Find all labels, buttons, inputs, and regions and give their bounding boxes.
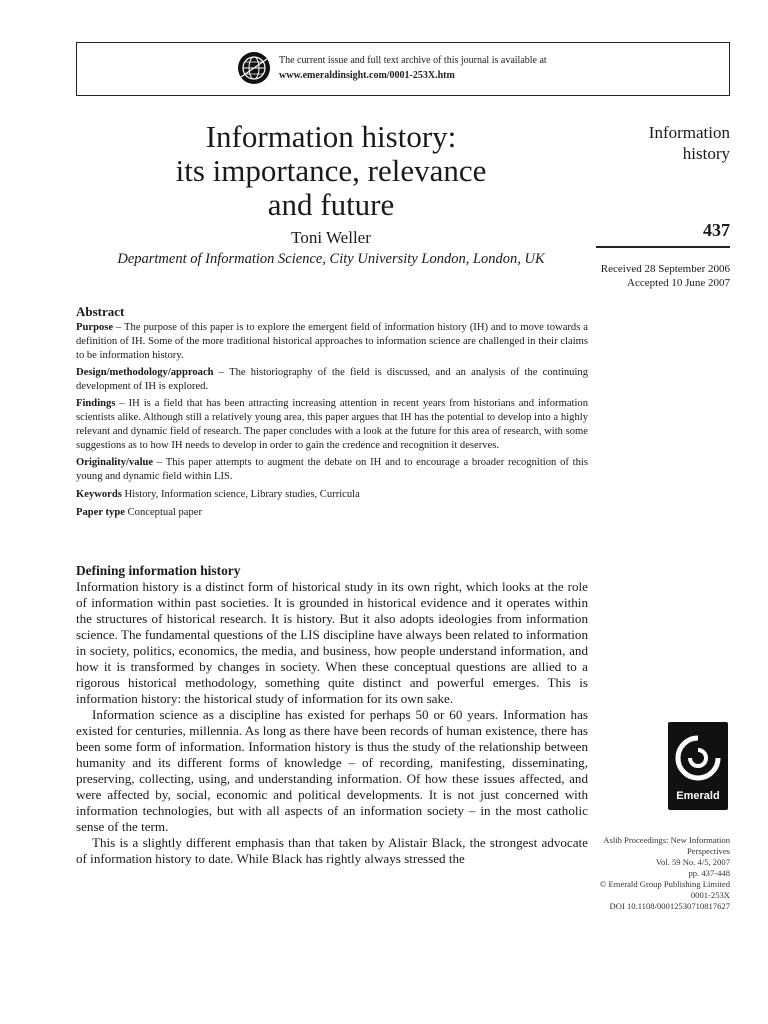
originality-label: Originality/value — [76, 457, 154, 468]
journal-info-line: © Emerald Group Publishing Limited — [599, 879, 730, 889]
accepted-date: Accepted 10 June 2007 — [627, 277, 730, 289]
title-line-1: Information history: — [205, 119, 457, 154]
body-paragraph-1: Information history is a distinct form of historical study in its own right, which looks at the role of information within past societies. It is grounded in historical evidence and it operates within the structures of historical research. It is history. But it also adopts ideologies from information science. The fundamental questions of the LIS discipline have always been related to information in society, politics, economics, the media, and business, how people understand information, and how it is transformed by changes in society. When these conceptual questions are allied to a rigorous historical methodology, something quite distinct and powerful emerges. This is information history: the historical study of information for its own sake. — [76, 579, 588, 706]
abstract-design — [76, 366, 588, 394]
journal-info — [560, 835, 730, 912]
journal-info-line: 0001-253X — [690, 890, 730, 900]
globe-icon — [237, 51, 271, 85]
journal-url-link[interactable]: www.emeraldinsight.com/0001-253X.htm — [279, 70, 455, 81]
title-line-2: its importance, relevance — [175, 153, 487, 188]
abstract-keywords — [76, 488, 588, 502]
findings-label: Findings — [76, 398, 116, 409]
title-line-3: and future — [267, 187, 395, 222]
journal-availability-banner — [76, 42, 730, 96]
margin-divider — [596, 246, 730, 248]
banner-line: The current issue and full text archive of this journal is available at — [279, 55, 547, 66]
journal-info-line: Aslib Proceedings: New Information — [603, 835, 730, 845]
journal-info-line: pp. 437-448 — [688, 868, 730, 878]
body-paragraph-3: This is a slightly different emphasis than that taken by Alistair Black, the strongest advocate of information history to date. While Black has rightly always stressed the — [76, 835, 588, 866]
abstract-heading: Abstract — [76, 304, 125, 319]
purpose-text: – The purpose of this paper is to explore the emergent field of information history (IH) and to move towards a definition of IH. Some of the more traditional historical approaches to information science are challenged in their claims to be information history. — [76, 322, 588, 361]
purpose-label: Purpose — [76, 322, 114, 333]
author-name: Toni Weller — [291, 228, 371, 247]
design-text: – The historiography of the field is discussed, and an analysis of the continuing development of IH is explored. — [76, 367, 588, 392]
abstract — [76, 305, 588, 523]
page-number: 437 — [703, 220, 730, 240]
paper-type-label: Paper type — [76, 507, 125, 518]
logo-wordmark: Emerald — [676, 790, 720, 802]
section-heading: Defining information history — [76, 563, 241, 578]
author-affiliation: Department of Information Science, City University London, London, UK — [117, 251, 545, 267]
journal-info-line: DOI 10.1108/00012530710817627 — [609, 901, 730, 911]
findings-text: – IH is a field that has been attracting increasing attention in recent years from historians and information scientists alike. Although still a relatively young area, this paper argues that IH has the potential to develop into a highly relevant and dynamic field of research. The paper concludes with a look at the future for this area of research, with some suggestions as to how IH needs to develop in order to gain the credence and recognition it deserves. — [76, 398, 588, 451]
received-date: Received 28 September 2006 — [600, 263, 730, 275]
emerald-swirl-icon — [668, 726, 728, 792]
article-title — [76, 120, 586, 222]
banner-text — [279, 53, 547, 83]
article-dates — [570, 262, 730, 290]
body-paragraph-2: Information science as a discipline has existed for perhaps 50 or 60 years. Information has existed for centuries, millennia. As long as there have been records of human existence, there has been some form of information. Information history is thus the study of the relationship between humanity and its different forms of knowledge – of recording, manifesting, disseminating, preserving, collecting, using, and understanding information. Of how these issues affected, and were affected by, social, economic and political developments. It is not just concerned with information technologies, but with all aspects of an information society – in the most catholic sense of the term. — [76, 707, 588, 834]
journal-info-line: Perspectives — [687, 846, 730, 856]
keywords-text: History, Information science, Library studies, Curricula — [121, 489, 360, 500]
body-text — [76, 563, 588, 867]
abstract-purpose — [76, 321, 588, 363]
running-head-line-2: history — [682, 144, 730, 163]
keywords-label: Keywords — [76, 489, 122, 500]
running-head — [580, 122, 730, 164]
emerald-logo — [668, 722, 728, 810]
abstract-originality — [76, 456, 588, 484]
paper-type-text: Conceptual paper — [124, 507, 203, 518]
abstract-findings — [76, 397, 588, 453]
originality-text: – This paper attempts to augment the debate on IH and to encourage a broader recognition of this young and dynamic field within LIS. — [76, 457, 588, 482]
journal-info-line: Vol. 59 No. 4/5, 2007 — [655, 857, 730, 867]
running-head-line-1: Information — [648, 123, 730, 142]
design-label: Design/methodology/approach — [76, 367, 214, 378]
abstract-paper-type — [76, 506, 588, 520]
